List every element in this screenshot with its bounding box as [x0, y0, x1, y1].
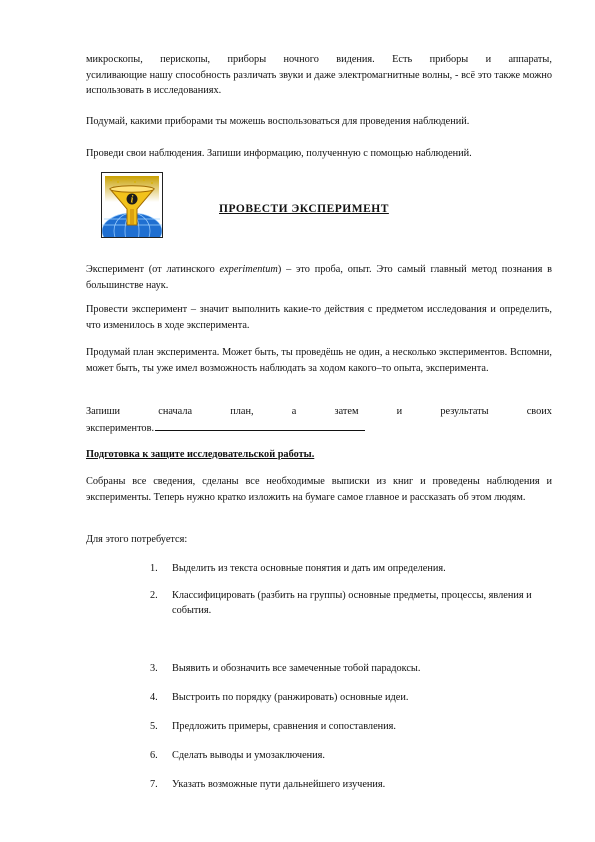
list-item-text: Указать возможные пути дальнейшего изучения. — [172, 778, 386, 790]
answer-blank-line[interactable] — [155, 420, 365, 431]
paragraph-requirements-intro: Для этого потребуется: — [86, 534, 188, 545]
write-plan-line1-word: план, — [230, 406, 254, 417]
list-item-number: 5. — [150, 720, 158, 732]
instruments-line1-word: и — [485, 54, 492, 65]
write-plan-line1-word: своих — [526, 406, 552, 417]
instruments-line1-word: аппараты, — [508, 54, 552, 65]
list-item-number: 3. — [150, 662, 158, 674]
definition-text-b: ) – это проба, опыт. Это самый главный метод познания в большинстве наук. — [86, 264, 552, 291]
list-item-text: Предложить примеры, сравнения и сопоставления. — [172, 720, 396, 732]
list-item-text: Классифицировать (разбить на группы) основные предметы, процессы, явления и события. — [172, 590, 532, 616]
list-item-number: 6. — [150, 749, 158, 761]
paragraph-write-plan — [86, 404, 552, 436]
instruments-line1-word: видения. — [336, 54, 375, 65]
list-item — [150, 691, 550, 706]
banner-title: ПРОВЕСТИ ЭКСПЕРИМЕНТ — [219, 203, 389, 215]
write-plan-line1-word: результаты — [440, 406, 489, 417]
instruments-line1-word: приборы — [429, 54, 469, 65]
list-item — [150, 589, 550, 618]
latin-term: experimentum — [219, 264, 278, 275]
paragraph-instruments — [86, 52, 552, 99]
write-plan-line1-word: Запиши — [86, 406, 121, 417]
list-item-text: Выделить из текста основные понятия и дать им определения. — [172, 563, 446, 574]
experiments-word: экспериментов. — [86, 422, 155, 434]
write-plan-line1-word: и — [396, 406, 403, 417]
list-item — [150, 662, 550, 677]
instruments-line1-word: Есть — [392, 54, 413, 65]
paragraph-write-plan-line2 — [86, 420, 552, 437]
paragraph-conduct-experiment: Провести эксперимент – значит выполнить какие-то действия с предметом исследования и определить, что изменилось в ходе эксперимента. — [86, 304, 552, 331]
instruments-line1-word: приборы — [227, 54, 267, 65]
paragraph-plan-experiment: Продумай план эксперимента. Может быть, ты проведёшь не один, а несколько экспериментов. Вспомни, может быть, ты уже имел возможность наблюдать за ходом какого–то опыта, эксперимента. — [86, 347, 552, 374]
list-item-text: Сделать выводы и умозаключения. — [172, 749, 325, 761]
section-heading: Подготовка к защите исследовательской работы. — [86, 449, 315, 460]
paragraph-instruments-rest: усиливающие нашу способность различать звуки и даже электромагнитные волны, - всё это также можно использовать в исследованиях. — [86, 69, 552, 97]
list-item-number: 4. — [150, 691, 158, 703]
instruments-line1-word: перископы, — [160, 54, 211, 65]
list-item — [150, 720, 550, 735]
paragraph-do-observations: Проведи свои наблюдения. Запиши информацию, полученную с помощью наблюдений. — [86, 148, 472, 159]
list-item-number: 2. — [150, 590, 158, 601]
instruments-line1-word: ночного — [283, 54, 319, 65]
list-item-number: 7. — [150, 778, 158, 790]
funnel-info-globe-icon — [101, 172, 163, 238]
list-item-text: Выстроить по порядку (ранжировать) основные идеи. — [172, 691, 409, 703]
write-plan-line1-word: а — [291, 406, 297, 417]
info-glyph: i — [130, 194, 134, 206]
write-plan-line1-word: сначала — [158, 406, 193, 417]
paragraph-write-plan-line1 — [86, 404, 552, 420]
paragraph-collected-info: Собраны все сведения, сделаны все необходимые выписки из книг и проведены наблюдения и эксперименты. Теперь нужно кратко изложить на бумаге самое главное и рассказать об этом людям. — [86, 476, 552, 503]
instruments-line1-word: микроскопы, — [86, 54, 143, 65]
definition-text-a: Эксперимент (от латинского — [86, 264, 220, 275]
paragraph-instruments-line1 — [86, 52, 552, 68]
list-item — [150, 749, 550, 764]
list-item-text: Выявить и обозначить все замеченные тобой парадоксы. — [172, 662, 421, 674]
list-item-number: 1. — [150, 563, 158, 574]
write-plan-line1-word: затем — [334, 406, 359, 417]
list-item — [150, 562, 550, 577]
list-item — [150, 778, 550, 793]
paragraph-choose-instruments: Подумай, какими приборами ты можешь воспользоваться для проведения наблюдений. — [86, 116, 470, 127]
paragraph-experiment-definition — [86, 262, 552, 293]
steps-list — [150, 562, 550, 792]
